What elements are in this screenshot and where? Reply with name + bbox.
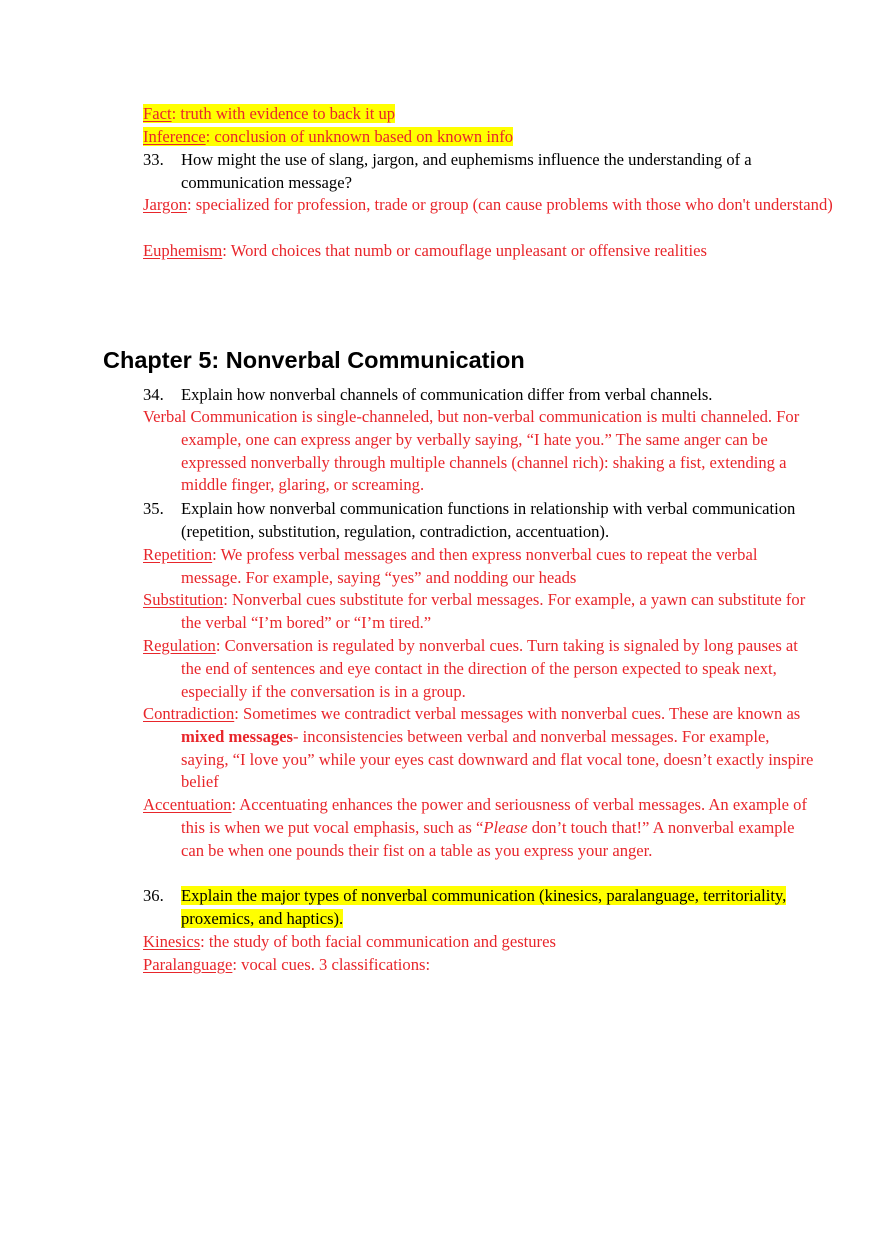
- inference-term: Inference: [143, 127, 206, 146]
- paralanguage-def: : vocal cues. 3 classifications:: [232, 955, 431, 974]
- accentuation-term: Accentuation: [143, 795, 232, 814]
- accentuation-def-a: : Accentuating enhances the power and seriousness of verbal messages. An example of this is when we put vocal emphasis, such as “: [181, 795, 807, 837]
- substitution-def: : Nonverbal cues substitute for verbal messages. For example, a yawn can substitute for the verbal “I’m bored” or “I’m tired.”: [181, 590, 806, 632]
- regulation-term: Regulation: [143, 636, 216, 655]
- jargon-def: : specialized for profession, trade or group (can cause problems with those who don't understand): [186, 195, 833, 214]
- kinesics-answer: [143, 931, 841, 954]
- fact-term: Fact: [143, 104, 172, 123]
- euphemism-answer: [143, 240, 841, 263]
- fact-line: [143, 103, 395, 126]
- jargon-answer: [143, 194, 841, 217]
- repetition-def: : We profess verbal messages and then express nonverbal cues to repeat the verbal message. For example, saying “yes” and nodding our heads: [181, 545, 758, 587]
- substitution-answer: [143, 589, 821, 635]
- question-33: [143, 149, 826, 195]
- question-34-text: Explain how nonverbal channels of communication differ from verbal channels.: [181, 385, 713, 404]
- euphemism-term: Euphemism: [143, 241, 223, 260]
- euphemism-def: : Word choices that numb or camouflage unpleasant or offensive realities: [222, 241, 707, 260]
- please-italic: Please: [483, 817, 528, 837]
- mixed-messages-bold: mixed messages: [181, 726, 293, 746]
- question-35-text: Explain how nonverbal communication functions in relationship with verbal communication (repetition, substitution, regulation, contradiction, accentuation).: [181, 499, 796, 541]
- regulation-answer: [143, 635, 821, 703]
- question-35: [143, 498, 811, 544]
- kinesics-term: Kinesics: [143, 932, 201, 951]
- contradiction-def-a: : Sometimes we contradict verbal messages with nonverbal cues. These are known as: [234, 704, 801, 723]
- question-34-number: 34.: [143, 385, 164, 404]
- fact-def: : truth with evidence to back it up: [171, 104, 396, 123]
- answer-34: Verbal Communication is single-channeled, but non-verbal communication is multi channeled. For example, one can express anger by verbally saying, “I hate you.” The same anger can be expressed nonverbally through multiple channels (channel rich): shaking a fist, extending a middle finger, glaring, or screaming.: [143, 407, 800, 495]
- question-33-number: 33.: [143, 150, 164, 169]
- chapter-heading: Chapter 5: Nonverbal Communication: [103, 347, 525, 373]
- question-33-text: How might the use of slang, jargon, and euphemisms influence the understanding of a communication message?: [181, 150, 752, 192]
- paralanguage-term: Paralanguage: [143, 955, 233, 974]
- accentuation-def-b: don’t touch that!” A nonverbal example can be when one pounds their fist on a table as you express your anger.: [181, 817, 795, 860]
- question-35-number: 35.: [143, 499, 164, 518]
- question-36-number: 36.: [143, 886, 164, 905]
- accentuation-answer: [143, 794, 821, 862]
- inference-def: : conclusion of unknown based on known info: [205, 127, 514, 146]
- kinesics-def: : the study of both facial communication and gestures: [200, 932, 556, 951]
- regulation-def: : Conversation is regulated by nonverbal cues. Turn taking is signaled by long pauses at the end of sentences and eye contact in the direction of the person expected to speak next, especially if the conversation is in a group.: [181, 636, 798, 701]
- contradiction-answer: [143, 703, 821, 794]
- repetition-answer: [143, 544, 821, 590]
- contradiction-term: Contradiction: [143, 704, 235, 723]
- question-36: [143, 885, 811, 931]
- question-36-text: Explain the major types of nonverbal communication (kinesics, paralanguage, territoriality, proxemics, and haptics).: [181, 886, 787, 928]
- repetition-term: Repetition: [143, 545, 213, 564]
- substitution-term: Substitution: [143, 590, 224, 609]
- contradiction-def-b: - inconsistencies between verbal and nonverbal messages. For example, saying, “I love you” while your eyes cast downward and flat vocal tone, doesn’t exactly inspire belief: [181, 726, 814, 792]
- jargon-term: Jargon: [143, 195, 187, 214]
- question-34: [143, 384, 826, 407]
- paralanguage-answer: [143, 954, 841, 977]
- inference-line: [143, 126, 513, 149]
